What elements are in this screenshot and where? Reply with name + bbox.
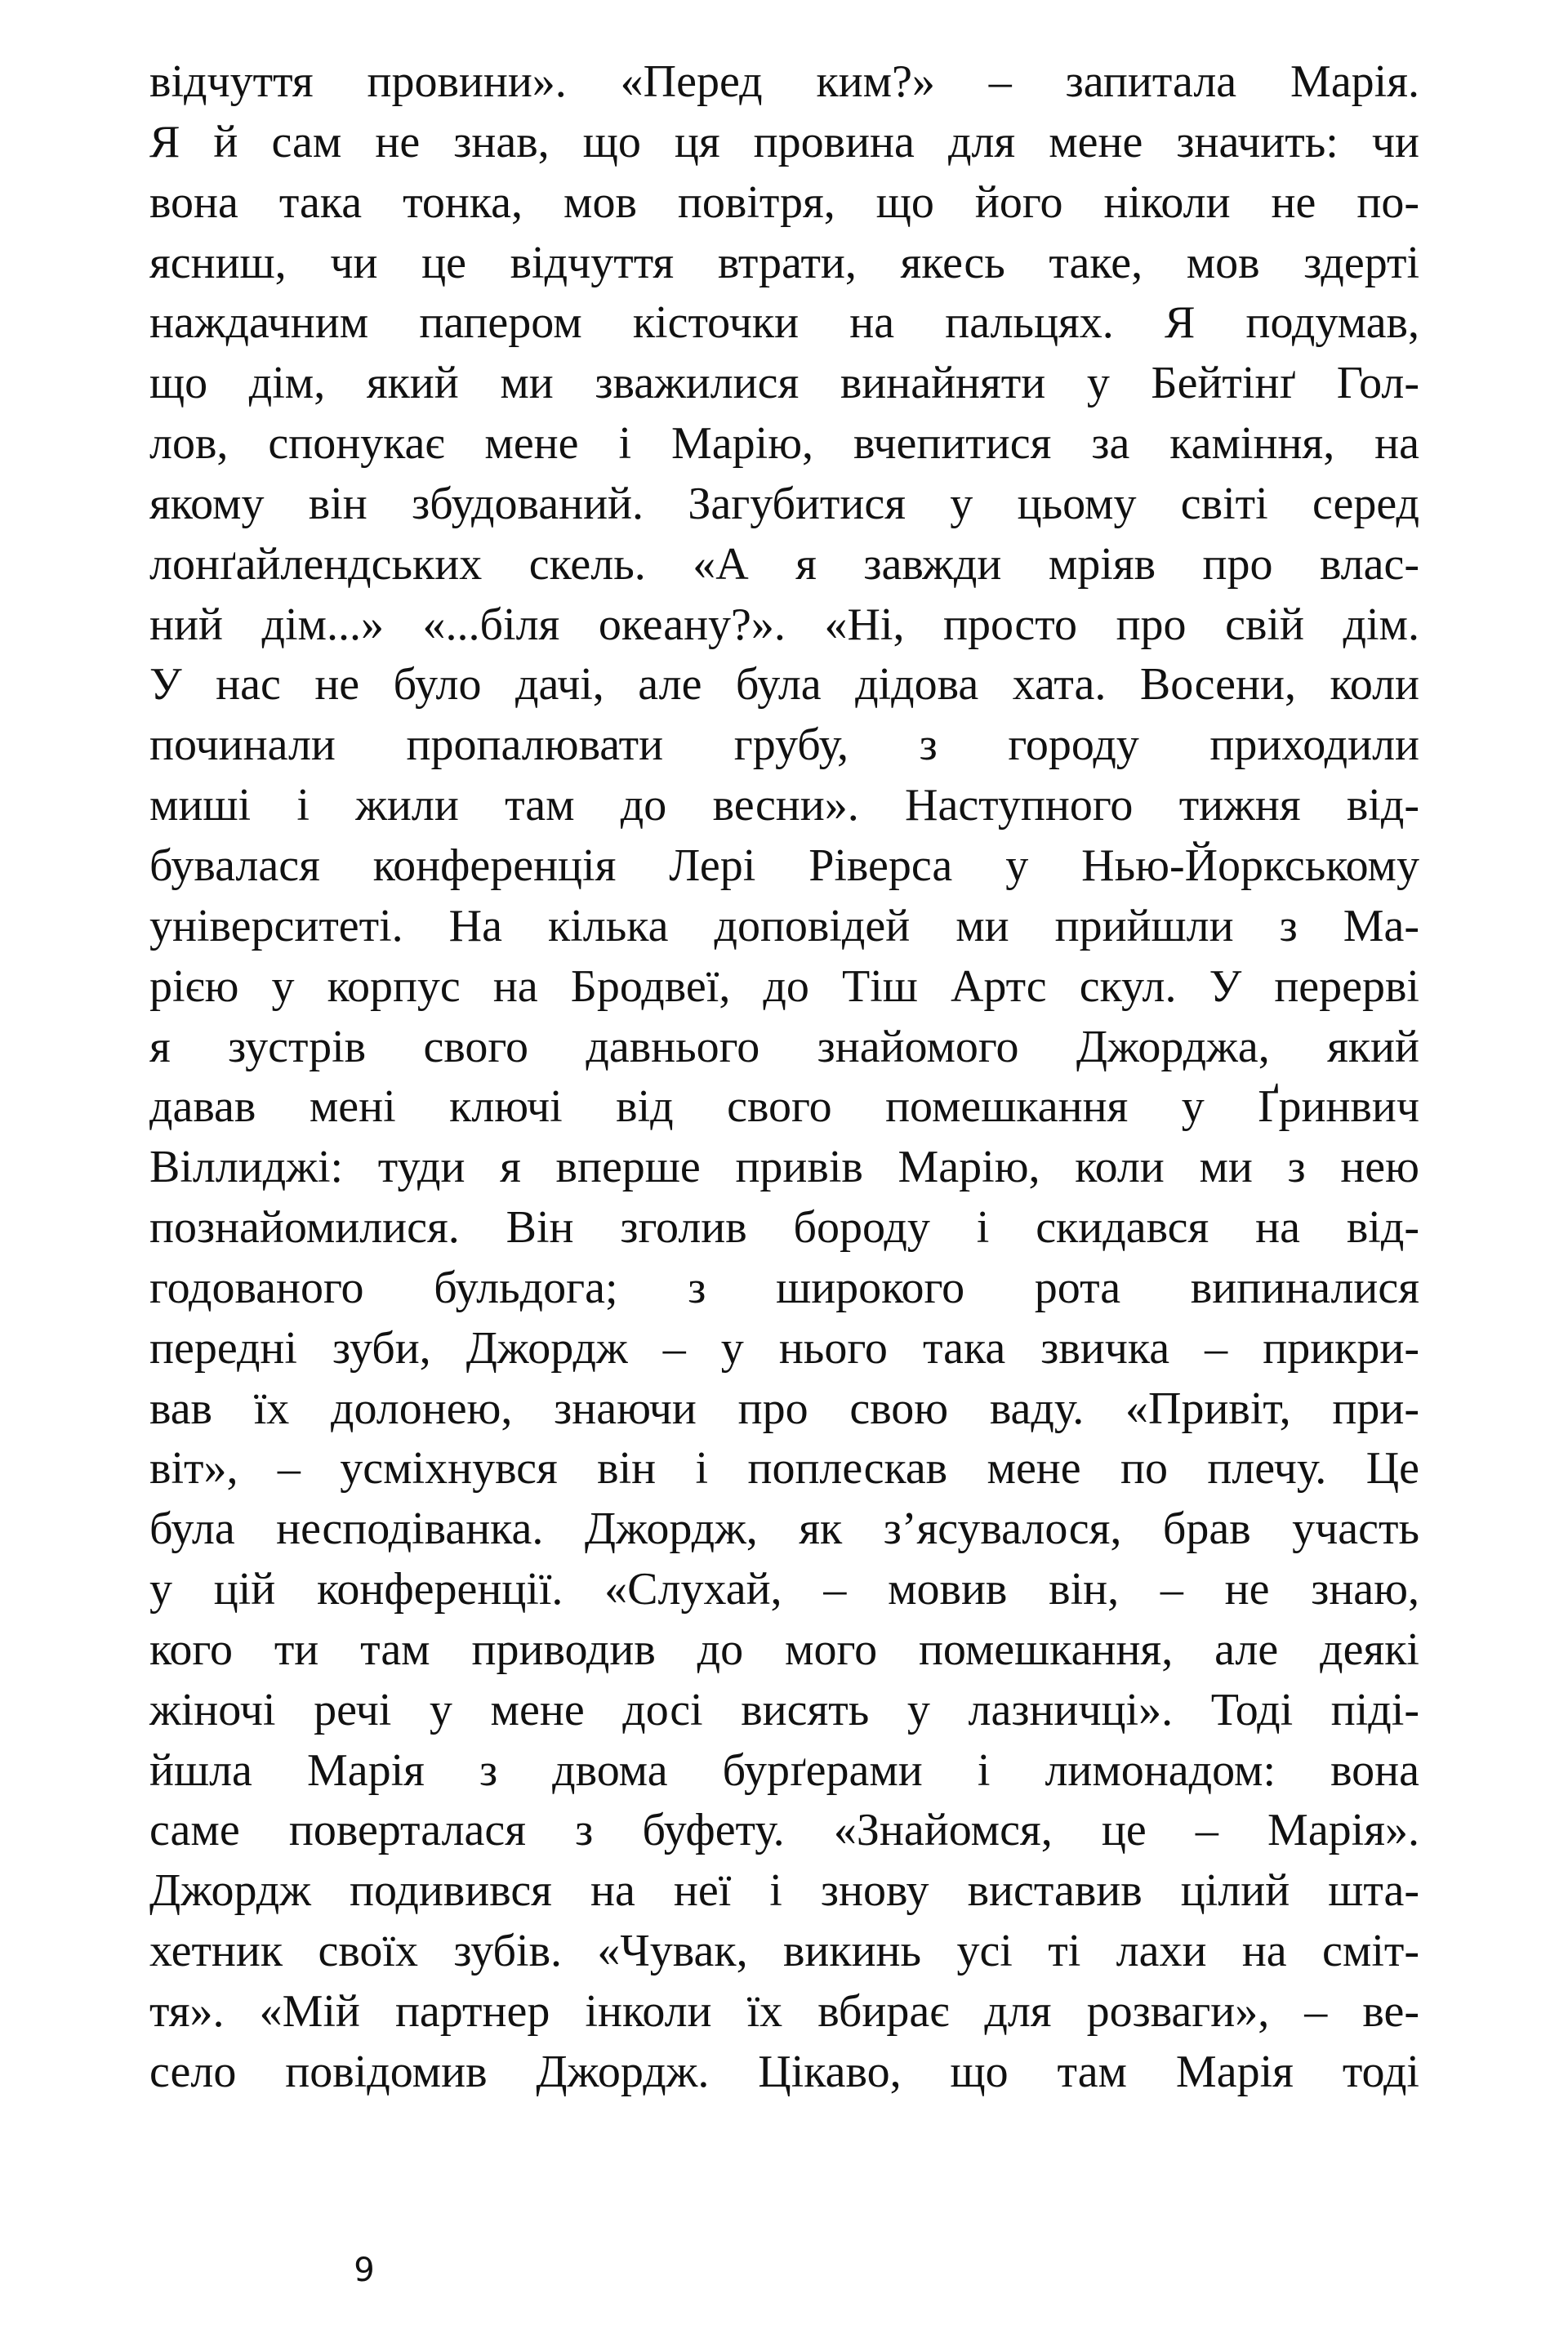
- text-line: жіночі речі у мене досі висять у лазничці». Тоді піді-: [149, 1684, 1419, 1735]
- text-line: Джордж подивився на неї і знову виставив цілий шта-: [149, 1865, 1419, 1917]
- text-line: миші і жили там до весни». Наступного тижня від-: [149, 780, 1419, 831]
- text-line: рією у корпус на Бродвеї, до Тіш Артс скул. У перерві: [149, 960, 1419, 1012]
- text-line: була несподіванка. Джордж, як з’ясувалося, брав участь: [149, 1503, 1419, 1555]
- text-line: віт», – усміхнувся він і поплескав мене по плечу. Це: [149, 1443, 1419, 1494]
- text-line: ний дім...» «...біля океану?». «Ні, просто про свій дім.: [149, 599, 1419, 650]
- text-line: лов, спонукає мене і Марію, вчепитися за каміння, на: [149, 418, 1419, 470]
- text-line: Віллиджі: туди я вперше привів Марію, коли ми з нею: [149, 1142, 1419, 1193]
- text-line: хетник своїх зубів. «Чувак, викинь усі ті лахи на смiт-: [149, 1926, 1419, 1977]
- text-line: я зустрів свого давнього знайомого Джорджа, який: [149, 1021, 1419, 1072]
- text-line: наждачним папером кісточки на пальцях. Я подумав,: [149, 297, 1419, 349]
- text-line: давав мені ключі від свого помешкання у Ґринвич: [149, 1081, 1419, 1133]
- text-line: вона така тонка, мов повітря, що його ніколи не по-: [149, 176, 1419, 228]
- text-line: починали пропалювати грубу, з городу приходили: [149, 719, 1419, 771]
- text-line: що дім, який ми зважилися винайняти у Бейтінґ Гол-: [149, 358, 1419, 409]
- text-line: університеті. На кілька доповідей ми прийшли з Ма-: [149, 900, 1419, 951]
- body-text: [149, 52, 1419, 2103]
- text-line: ясниш, чи це відчуття втрати, якесь таке, мов здерті: [149, 237, 1419, 288]
- text-line: бувалася конференція Лері Ріверса у Нью-Йоркському: [149, 840, 1419, 891]
- text-line: познайомилися. Він зголив бороду і скидався на від-: [149, 1202, 1419, 1254]
- text-line: У нас не було дачі, але була дідова хата. Восени, коли: [149, 659, 1419, 710]
- text-line: вав їх долонею, знаючи про свою ваду. «Привіт, при-: [149, 1383, 1419, 1434]
- page-number: 9: [354, 2252, 375, 2289]
- text-line: саме поверталася з буфету. «Знайомся, це – Марія».: [149, 1805, 1419, 1856]
- text-line: годованого бульдога; з широкого рота випиналися: [149, 1262, 1419, 1313]
- text-line: якому він збудований. Загубитися у цьому світі серед: [149, 478, 1419, 529]
- text-line: йшла Марія з двома бурґерами і лимонадом: вона: [149, 1744, 1419, 1796]
- text-line: у цій конференції. «Слухай, – мовив він, – не знаю,: [149, 1564, 1419, 1615]
- text-line: село повідомив Джордж. Цікаво, що там Марія тоді: [149, 2046, 1419, 2097]
- text-line: тя». «Мій партнер інколи їх вбирає для розваги», – ве-: [149, 1986, 1419, 2037]
- text-line: Я й сам не знав, що ця провина для мене значить: чи: [149, 116, 1419, 167]
- text-line: лонґайлендських скель. «А я завжди мріяв про влас-: [149, 538, 1419, 590]
- text-line: кого ти там приводив до мого помешкання, але деякі: [149, 1624, 1419, 1675]
- text-line: передні зуби, Джордж – у нього така звичка – прикри-: [149, 1322, 1419, 1374]
- text-line: відчуття провини». «Перед ким?» – запитала Марія.: [149, 56, 1419, 107]
